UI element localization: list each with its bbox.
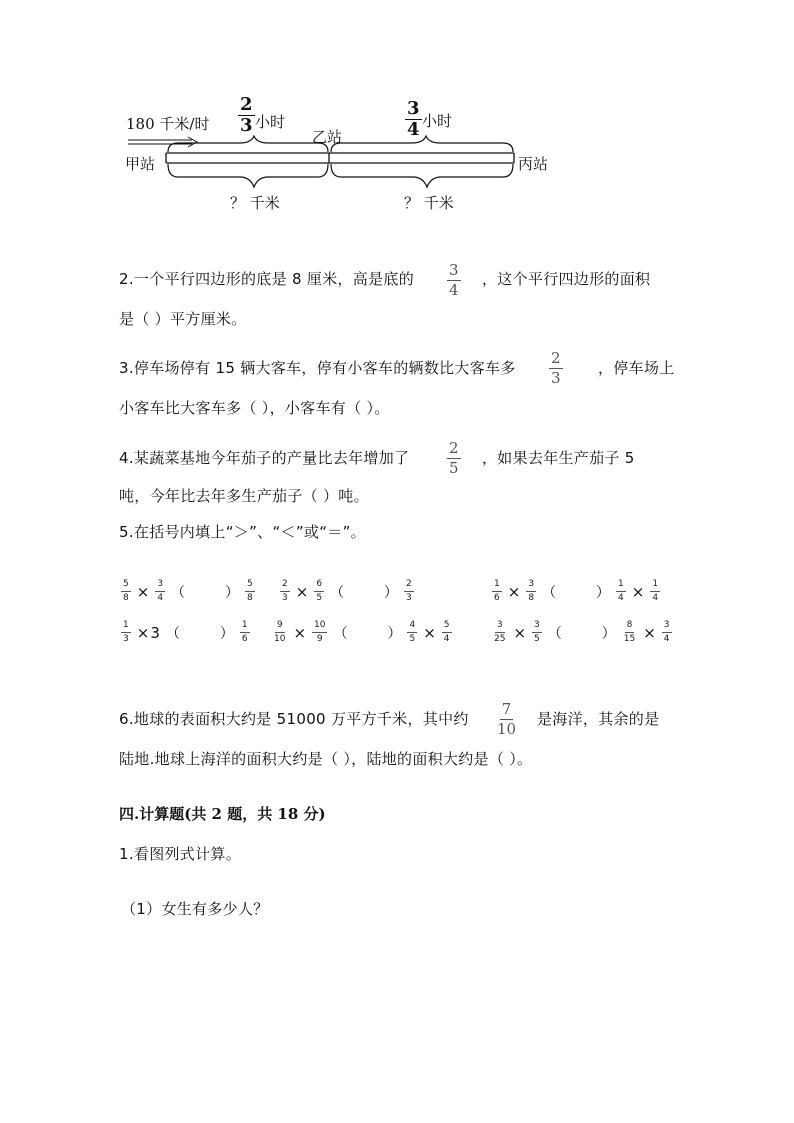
station-c-label: 丙站 <box>518 155 549 173</box>
question-6-line-2: 陆地.地球上海洋的面积大约是（ ），陆地的面积大约是（ ）。 <box>119 750 533 768</box>
time-unit-1: 小时 <box>255 113 286 131</box>
q4-fraction: $\frac{2}{5}$ <box>449 439 459 477</box>
question-4-line-1: 4.某蔬菜基地今年茄子的产量比去年增加了 <box>119 449 410 467</box>
question-2-line-2: 是（ ）平方厘米。 <box>119 310 247 328</box>
direction-arrow-icon <box>128 137 197 147</box>
question-4-line-1-end: ，如果去年生产茄子 5 <box>482 449 635 467</box>
route-line <box>166 153 514 163</box>
question-3-line-1: 3.停车场停有 15 辆大客车，停有小客车的辆数比大客车多 <box>119 359 516 377</box>
compare-2-3: $\frac{3}{25}$ × $\frac{3}{5}$ （ ） $\frac{8}{15}$ × $\frac{3}{4}$ <box>494 620 670 644</box>
section-4-subquestion-1: （1）女生有多少人？ <box>121 900 269 918</box>
compare-2-1: $\frac{1}{3}$ × 3 （ ） $\frac{1}{6}$ <box>123 620 248 644</box>
compare-2-2: $\frac{9}{10}$ × $\frac{10}{9}$ （ ） $\frac{4}{5}$ × $\frac{5}{4}$ <box>274 620 450 644</box>
compare-1-1: $\frac{5}{8}$ × $\frac{3}{4}$ （ ） $\frac{5}{8}$ <box>123 579 253 603</box>
q6-fraction: $\frac{7}{10}$ <box>497 700 517 738</box>
question-4-line-2: 吨，今年比去年多生产茄子（ ）吨。 <box>119 487 369 505</box>
bottom-brace-2 <box>331 164 513 187</box>
compare-1-3: $\frac{1}{6}$ × $\frac{3}{8}$ （ ） $\frac{1}{4}$ × $\frac{1}{4}$ <box>494 579 659 603</box>
question-6-line-1: 6.地球的表面积大约是 51000 万平方千米，其中约 <box>119 710 469 728</box>
question-2-line-1-end: ，这个平行四边形的面积 <box>482 270 651 288</box>
question-2-line-1: 2.一个平行四边形的底是 8 厘米，高是底的 <box>119 270 414 288</box>
question-3-line-2: 小客车比大客车多（ ），小客车有（ ）。 <box>119 399 390 417</box>
time-fraction-2: $\frac{3}{4}$ <box>407 98 420 140</box>
time-fraction-1: $\frac{2}{3}$ <box>240 94 253 136</box>
compare-1-2: $\frac{2}{3}$ × $\frac{6}{5}$ （ ） $\frac{2}{3}$ <box>282 579 412 603</box>
bottom-brace-1 <box>168 164 328 187</box>
speed-label: 180 千米/时 <box>126 115 210 133</box>
question-3-line-1-end: ，停车场上 <box>598 359 675 377</box>
question-5-text: 5.在括号内填上“＞”、“＜”或“＝”。 <box>119 523 366 541</box>
top-brace-2 <box>331 136 513 152</box>
unknown-distance-1: ？ 千米 <box>230 194 280 212</box>
unknown-distance-2: ？ 千米 <box>404 194 454 212</box>
section-4-question-1: 1.看图列式计算。 <box>119 845 242 863</box>
section-4-heading: 四.计算题(共 2 题，共 18 分) <box>119 805 326 823</box>
q3-fraction: $\frac{2}{3}$ <box>551 349 561 387</box>
station-a-label: 甲站 <box>125 155 156 173</box>
diagram-lines <box>0 0 794 230</box>
question-6-line-1-end: 是海洋，其余的是 <box>537 710 660 728</box>
station-b-label: 乙站 <box>312 128 343 146</box>
time-unit-2: 小时 <box>422 112 453 130</box>
q2-fraction: $\frac{3}{4}$ <box>449 261 459 299</box>
